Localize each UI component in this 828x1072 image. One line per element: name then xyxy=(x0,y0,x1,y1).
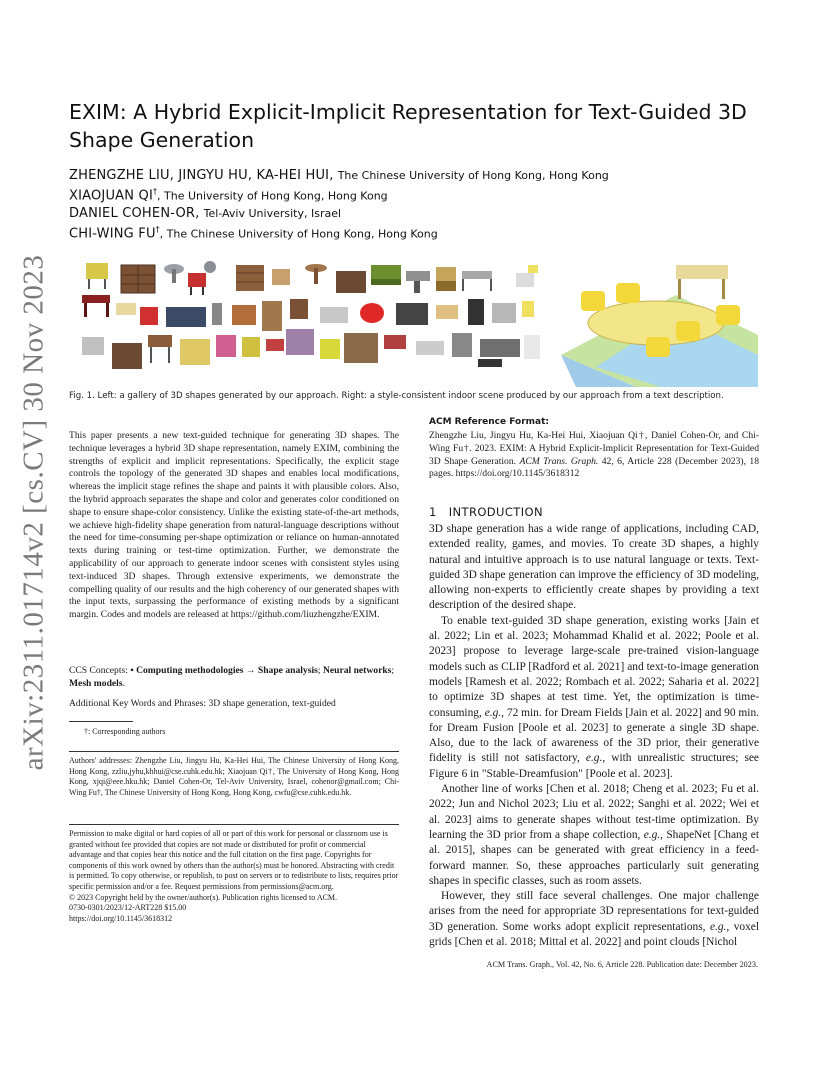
addresses-divider xyxy=(69,751,399,752)
ccs-end: . xyxy=(122,677,125,689)
doi-link[interactable]: https://doi.org/10.1145/3618312 xyxy=(69,913,173,923)
corresponding-mark: † xyxy=(153,187,158,196)
acm-ref-authors: Zhengzhe Liu, Jingyu Hu, Ka-Hei Hui, Xiaojuan Qi†, Daniel Cohen-Or, and Chi-Wing Fu†. 2023. EXIM: A Hybrid Explicit-Implicit Representation for Text-Guided 3D Shape Generation. xyxy=(429,430,759,467)
abstract: This paper presents a new text-guided technique for generating 3D shapes. The technique leverages a hybrid 3D shape representation, namely EXIM, combining the strengths of explicit and implicit representations. Specifically, the explicit stage controls the topology of the generated 3D shapes and enables local modifications, whereas the implicit stage refines the shape and paints it with plausible colors. Also, the hybrid approach separates the shape and color and generates color conditioned on shape to ensure shape-color consistency. Unlike the existing state-of-the-art methods, we achieve high-fidelity shape generation from natural-language descriptions without the need for time-consuming per-shape optimization or reliance on human-annotated texts during training or test-time optimization. Further, we demonstrate the applicability of our approach to generate indoor scenes with consistent styles using text-induced 3D shapes. Through extensive experiments, we demonstrate the compelling quality of our results and the high coherency of our generated shapes with the input texts, surpassing the performance of existing methods by a significant margin. Codes and models are released at https://github.com/liuzhengzhe/EXIM. xyxy=(69,430,399,621)
section-number: 1 xyxy=(429,505,437,519)
author-line-1 xyxy=(69,168,609,183)
ccs-concepts xyxy=(69,665,399,691)
footnote-divider xyxy=(69,721,133,722)
paper-title: EXIM: A Hybrid Explicit-Implicit Representation for Text-Guided 3D Shape Generation xyxy=(69,100,747,152)
acm-ref-rest: 42, 6, Article 228 (December 2023), 18 pages. https://doi.org/10.1145/3618312 xyxy=(429,455,759,480)
author-affiliation: Tel-Aviv University, Israel xyxy=(203,207,342,220)
keywords: Additional Key Words and Phrases: 3D shape generation, text-guided xyxy=(69,698,336,709)
intro-p2-part: , 72 min. for Dream Fields [Jain et al. 2022] and 90 min. for Dream Fusion [Poole et al. 2023] to generate a single 3D shape. Also, due to the lack of awareness of the 3D prior, their generative fidelity is still not satisfactory, xyxy=(429,706,759,765)
intro-p2-eg: e.g. xyxy=(484,706,502,719)
section-title: INTRODUCTION xyxy=(448,505,543,519)
intro-paragraph-4 xyxy=(429,889,759,950)
author-affiliation: The Chinese University of Hong Kong, Hong Kong xyxy=(337,169,609,182)
ccs-sep: ; xyxy=(317,665,323,676)
intro-p3-part: Another line of works [Chen et al. 2018; Cheng et al. 2023; Fu et al. 2022; Jun and Nichol 2023; Liu et al. 2022; Sanghi et al. 2022; Wei et al. 2023] aims to generate shapes without test-time optimization. By learning the 3D prior from a shape collection, xyxy=(429,783,759,841)
corresponding-footnote: †: Corresponding authors xyxy=(84,727,166,736)
copyright-line: © 2023 Copyright held by the owner/author(s). Publication rights licensed to ACM. xyxy=(69,892,338,902)
corresponding-mark: † xyxy=(155,225,160,234)
author-names: DANIEL COHEN-OR, xyxy=(69,206,200,221)
ccs-neural: Neural networks xyxy=(322,665,392,676)
ccs-bullet: • Computing methodologies → Shape analysis xyxy=(130,665,318,676)
acm-ref-journal: ACM Trans. Graph. xyxy=(519,455,599,467)
shape-gallery xyxy=(82,261,540,369)
permission-divider xyxy=(69,824,399,825)
teaser-figure xyxy=(76,255,758,387)
intro-p4-part: However, they still face several challenges. One major challenge arises from the need for appropriate 3D representations for text-guided 3D generation. Some works adopt explicit representations, xyxy=(429,890,759,933)
introduction-body xyxy=(429,522,759,950)
ccs-mesh: Mesh models xyxy=(69,677,123,689)
author-line-4 xyxy=(69,225,438,241)
intro-p3-part: , ShapeNet [Chang et al. 2015], shapes can be generated with great efficiency in a feed-forward manner. So, these approaches particularly suit generating shapes in specific classes, such as room assets. xyxy=(429,828,759,887)
intro-p4-eg: e.g. xyxy=(709,920,727,933)
ccs-sep2: ; xyxy=(391,665,395,676)
intro-paragraph-3 xyxy=(429,782,759,889)
author-affiliation: , The University of Hong Kong, Hong Kong xyxy=(157,189,388,203)
author-addresses: Authors' addresses: Zhengzhe Liu, Jingyu Hu, Ka-Hei Hui, The Chinese University of Hong Kong, Hong Kong, zzliu,jyhu,khhui@cse.cuhk.edu.hk; Xiaojuan Qi†, The University of Hong Kong, Hong Kong, xjqi@eee.hku.hk; Daniel Cohen-Or, Tel-Aviv University, Israel, cohenor@gmail.com; Chi-Wing Fu†, The Chinese University of Hong Kong, Hong Kong, cwfu@cse.cuhk.edu.hk. xyxy=(69,756,399,797)
arxiv-stamp xyxy=(6,254,62,770)
author-line-3 xyxy=(69,206,341,221)
author-affiliation: , The Chinese University of Hong Kong, Hong Kong xyxy=(159,227,438,241)
acm-reference xyxy=(429,430,759,481)
acm-reference-heading: ACM Reference Format: xyxy=(429,417,549,427)
section-heading-introduction xyxy=(429,505,759,519)
arxiv-stamp-text: arXiv:2311.01714v2 [cs.CV] 30 Nov 2023 xyxy=(17,254,50,770)
permission-block xyxy=(69,829,399,924)
indoor-scene xyxy=(561,265,758,387)
author-line-2 xyxy=(69,187,388,203)
intro-p2-part: To enable text-guided 3D shape generation, existing works [Jain et al. 2022; Lin et al. 2023; Mohammad Khalid et al. 2022; Poole et al. 2023] propose to leverage large-scale pre-trained vision-language models such as CLIP [Radford et al. 2021] and text-to-image generation models [Ramesh et al. 2022; Rombach et al. 2022; Saharia et al. 2022] to optimize 3D shapes at test time. Yet, the optimization is time-consuming, xyxy=(429,614,759,719)
author-names: ZHENGZHE LIU, JINGYU HU, KA-HEI HUI, xyxy=(69,168,334,183)
intro-p3-eg: e.g. xyxy=(643,828,661,841)
intro-p2-part: , with unrealistic structures; see Figure 6 in "Stable-Dreamfusion" [Poole et al. 2023]. xyxy=(429,752,759,780)
author-names: XIAOJUAN QI xyxy=(69,188,154,204)
running-footer: ACM Trans. Graph., Vol. 42, No. 6, Article 228. Publication date: December 2023. xyxy=(486,960,758,969)
permission-text: Permission to make digital or hard copies of all or part of this work for personal or classroom use is granted without fee provided that copies are not made or distributed for profit or commercial advantage and that copies bear this notice and the full citation on the first page. Copyrights for components of this work owned by others than the author(s) must be honored. Abstracting with credit is permitted. To copy otherwise, or republish, to post on servers or to redistribute to lists, requires prior specific permission and/or a fee. Request permissions from permissions@acm.org. xyxy=(69,829,399,891)
figure-caption: Fig. 1. Left: a gallery of 3D shapes generated by our approach. Right: a style-consistent indoor scene produced by our approach from a text description. xyxy=(69,391,724,401)
intro-paragraph-2 xyxy=(429,614,759,782)
intro-p2-eg: e.g. xyxy=(585,752,603,765)
issn-line: 0730-0301/2023/12-ART228 $15.00 xyxy=(69,903,187,913)
author-names: CHI-WING FU xyxy=(69,226,156,242)
intro-p4-part: , voxel grids [Chen et al. 2018; Mittal et al. 2022] and point clouds [Nichol xyxy=(429,920,759,949)
ccs-lead: CCS Concepts: xyxy=(69,665,131,676)
intro-paragraph-1: 3D shape generation has a wide range of applications, including CAD, extended reality, games, and movies. To create 3D shapes, a highly natural and intuitive approach is to use natural language or texts. Text-guided 3D shape generation can improve the efficiency of 3D modeling, allowing non-experts to efficiently create shapes by providing a text description of the desired shape. xyxy=(429,523,759,612)
